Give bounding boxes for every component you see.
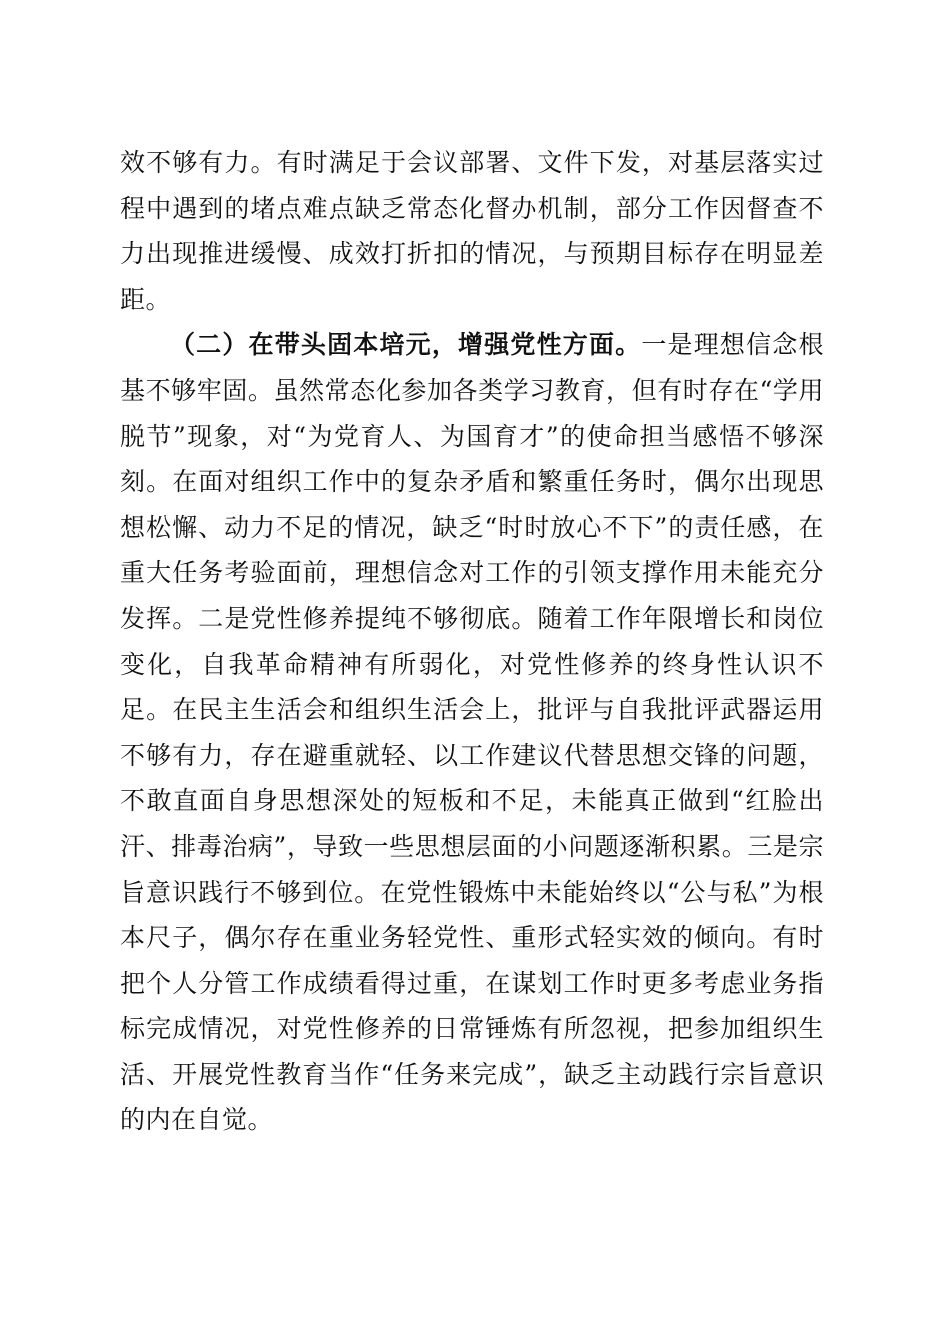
document-body <box>120 140 824 1143</box>
paragraph-text: 一是理想信念根基不够牢固。虽然常态化参加各类学习教育，但有时存在“学用脱节”现象，对“为党育人、为国育才”的使命担当感悟不够深刻。在面对组织工作中的复杂矛盾和繁重任务时，偶尔出现思想松懈、动力不足的情况，缺乏“时时放心不下”的责任感，在重大任务考验面前，理想信念对工作的引领支撑作用未能充分发挥。二是党性修养提纯不够彻底。随着工作年限增长和岗位变化，自我革命精神有所弱化，对党性修养的终身性认识不足。在民主生活会和组织生活会上，批评与自我批评武器运用不够有力，存在避重就轻、以工作建议代替思想交锋的问题，不敢直面自身思想深处的短板和不足，未能真正做到“红脸出汗、排毒治病”，导致一些思想层面的小问题逐渐积累。三是宗旨意识践行不够到位。在党性锻炼中未能始终以“公与私”为根本尺子，偶尔存在重业务轻党性、重形式轻实效的倾向。有时把个人分管工作成绩看得过重，在谋划工作时更多考虑业务指标完成情况，对党性修养的日常锤炼有所忽视，把参加组织生活、开展党性教育当作“任务来完成”，缺乏主动践行宗旨意识的内在自觉。 <box>120 330 824 1135</box>
paragraph-text: 效不够有力。有时满足于会议部署、文件下发，对基层落实过程中遇到的堵点难点缺乏常态化督办机制，部分工作因督查不力出现推进缓慢、成效打折扣的情况，与预期目标存在明显差距。 <box>120 148 824 314</box>
section-heading: （二）在带头固本培元，增强党性方面。 <box>170 330 642 360</box>
paragraph-continuation <box>120 140 824 322</box>
paragraph-section-two <box>120 322 824 1143</box>
